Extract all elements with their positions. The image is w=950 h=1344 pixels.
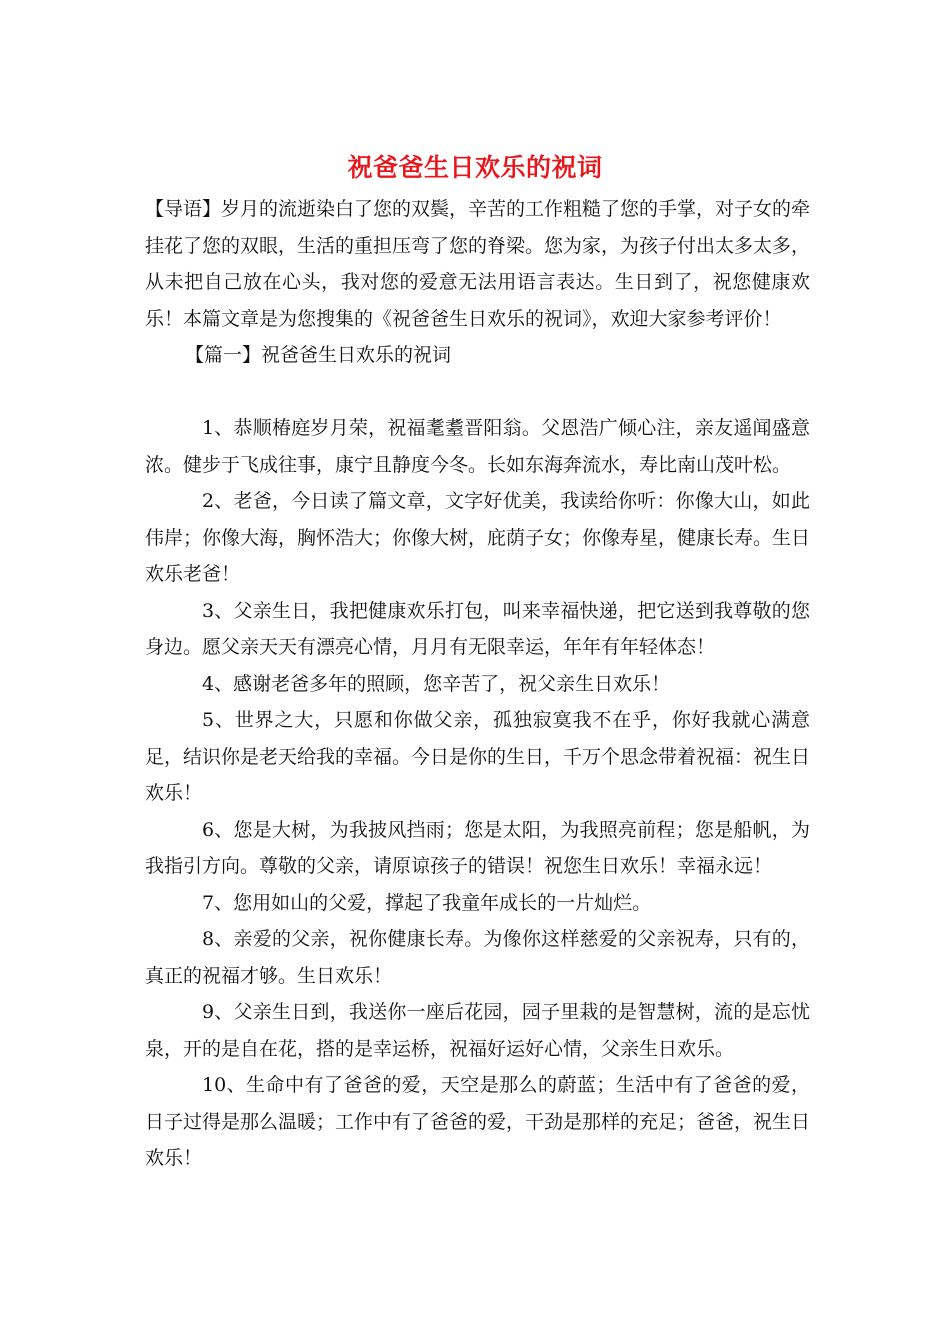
- section-heading: 【篇一】祝爸爸生日欢乐的祝词: [185, 344, 452, 366]
- list-item: 9、父亲生日到，我送你一座后花园，园子里栽的是智慧树，流的是忘忧泉，开的是自在花，搭的是幸运桥，祝福好运好心情，父亲生日欢乐。: [145, 1001, 810, 1060]
- list-item: 7、您用如山的父爱，撑起了我童年成长的一片灿烂。: [202, 891, 652, 914]
- list-item: 3、父亲生日，我把健康欢乐打包，叫来幸福快递，把它送到我尊敬的您身边。愿父亲天天有漂亮心情，月月有无限幸运，年年有年轻体态！: [145, 599, 810, 658]
- document-title: 祝爸爸生日欢乐的祝词: [347, 153, 603, 182]
- list-item: 4、感谢老爸多年的照顾，您辛苦了，祝父亲生日欢乐！: [202, 672, 671, 695]
- list-item: 8、亲爱的父亲，祝你健康长寿。为像你这样慈爱的父亲祝寿，只有的，真正的祝福才够。生日欢乐！: [145, 928, 810, 987]
- document-body: [145, 191, 810, 1177]
- list-item: 6、您是大树，为我披风挡雨；您是太阳，为我照亮前程；您是船帆，为我指引方向。尊敬的父亲，请原谅孩子的错误！祝您生日欢乐！幸福永远！: [145, 818, 810, 877]
- list-item: 2、老爸，今日读了篇文章，文字好优美，我读给你听：你像大山，如此伟岸；你像大海，胸怀浩大；你像大树，庇荫子女；你像寿星，健康长寿。生日欢乐老爸！: [145, 490, 811, 585]
- list-item: 5、世界之大，只愿和你做父亲，孤独寂寞我不在乎，你好我就心满意足，结识你是老天给我的幸福。今日是你的生日，千万个思念带着祝福：祝生日欢乐！: [145, 709, 811, 804]
- list-item: 10、生命中有了爸爸的爱，天空是那么的蔚蓝；生活中有了爸爸的爱，日子过得是那么温暖；工作中有了爸爸的爱，干劲是那样的充足；爸爸，祝生日欢乐！: [145, 1074, 811, 1169]
- list-item: 1、恭顺椿庭岁月荣，祝福耄耋晋阳翁。父恩浩广倾心注，亲友遥闻盛意浓。健步于飞成往事，康宁且静度今冬。长如东海奔流水，寿比南山茂叶松。: [145, 417, 810, 476]
- intro-paragraph: 【导语】岁月的流逝染白了您的双鬓，辛苦的工作粗糙了您的手掌，对子女的牵挂花了您的双眼，生活的重担压弯了您的脊梁。您为家，为孩子付出太多太多，从未把自己放在心头，我对您的爱意无法用语言表达。生日到了，祝您健康欢乐！本篇文章是为您搜集的《祝爸爸生日欢乐的祝词》，欢迎大家参考评价！: [145, 198, 811, 330]
